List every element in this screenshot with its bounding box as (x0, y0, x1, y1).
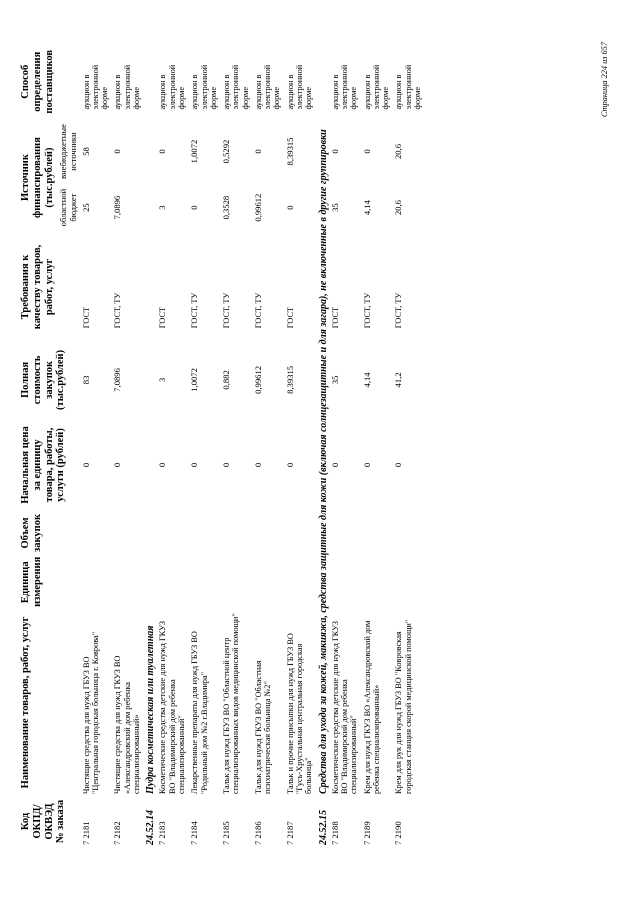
cell-funding-regional: 35 (329, 203, 340, 212)
cell-unit (221, 556, 253, 609)
group-row (317, 42, 330, 847)
cell-name: Тальк для нужд ГКУЗ ВО "Областная психиатрическая больница №2" (253, 660, 273, 794)
cell-funding-regional: 0,99612 (252, 193, 263, 222)
table-row (393, 42, 425, 847)
header-name: Наименование товаров, работ, услуг (20, 616, 31, 789)
cell-funding-external: 0 (252, 149, 263, 154)
table-row (81, 42, 113, 847)
cell-price: 0 (112, 462, 123, 468)
cell-requirements: ГОСТ (81, 306, 91, 329)
cell-name: Косметические средства детские для нужд ГКУЗ ВО "Владимирский дом ребенка специализированный" (158, 620, 186, 794)
header-code: Код ОКПД/ ОКВЭД № заказа (20, 799, 67, 844)
cell-funding-external: 0 (112, 149, 123, 154)
cell-price: 0 (329, 462, 340, 468)
cell-funding-regional: 20,6 (393, 200, 404, 216)
cell-code: 7 2185 (221, 821, 232, 845)
cell-name: Крем для нужд ГКУЗ ВО «Александровский дом ребенка специализированный» (362, 620, 381, 794)
cell-volume (81, 510, 113, 555)
procurement-table (18, 42, 425, 847)
table-row (112, 42, 144, 847)
cell-requirements: ГОСТ, ТУ (394, 292, 404, 329)
cell-unit (330, 556, 362, 609)
cell-funding-external: 20,6 (393, 143, 404, 160)
header-unit: Единица измерения (20, 556, 43, 607)
table-row (189, 42, 221, 847)
cell-total: 83 (80, 375, 91, 385)
cell-funding-external: 0 (329, 149, 340, 154)
cell-requirements: ГОСТ (285, 306, 295, 329)
cell-name: Тальк и прочие присыпки для нужд ГБУЗ ВО "Гусь-Хрустальная центральная городская больница" (285, 633, 314, 794)
cell-price: 0 (80, 462, 91, 468)
cell-price: 0 (157, 462, 168, 468)
group-code: 24.52.15 (317, 810, 329, 845)
cell-funding-regional: 3 (157, 205, 168, 210)
cell-method: аукцион в электронной форме (285, 64, 314, 110)
cell-method: аукцион в электронной форме (394, 64, 423, 110)
cell-code: 7 2190 (393, 821, 404, 845)
header-row (18, 42, 57, 847)
table-row (285, 42, 317, 847)
header-requirements: Требования к качеству товаров, работ, услуг (20, 244, 55, 330)
cell-code: 7 2181 (80, 821, 91, 845)
cell-unit (112, 556, 144, 609)
group-row (144, 42, 157, 847)
cell-price: 0 (189, 462, 200, 468)
cell-name: Чистящие средства для нужд ГКУЗ ВО «Александровский дом ребенка специализированный» (113, 655, 141, 794)
cell-requirements: ГОСТ, ТУ (190, 292, 200, 329)
cell-name: Чистящие средства для нужд ГБУЗ ВО "Центральная городская больница г. Коврова" (81, 631, 100, 794)
cell-funding-regional: 0 (284, 205, 295, 210)
table-row (362, 42, 394, 847)
cell-method: аукцион в электронной форме (330, 64, 359, 110)
cell-funding-external: 58 (80, 147, 91, 156)
cell-unit (157, 556, 189, 609)
cell-requirements: ГОСТ (330, 306, 340, 329)
cell-funding-regional: 7,0896 (112, 195, 123, 220)
cell-unit (81, 556, 113, 609)
cell-unit (362, 556, 394, 609)
table-row (221, 42, 253, 847)
cell-code: 7 2186 (252, 821, 263, 845)
cell-total: 7,0896 (112, 368, 123, 392)
cell-unit (189, 556, 221, 609)
cell-price: 0 (252, 462, 263, 468)
cell-requirements: ГОСТ, ТУ (253, 292, 263, 329)
cell-volume (221, 510, 253, 555)
cell-requirements: ГОСТ, ТУ (113, 292, 123, 329)
cell-requirements: ГОСТ (158, 306, 168, 329)
group-title: Пудра косметическая или туалетная (145, 625, 157, 794)
cell-volume (362, 510, 394, 555)
cell-method: аукцион в электронной форме (362, 64, 391, 110)
cell-volume (393, 510, 425, 555)
group-code: 24.52.14 (145, 810, 157, 845)
cell-price: 0 (284, 462, 295, 468)
cell-total: 0,882 (221, 370, 232, 390)
cell-price: 0 (361, 462, 372, 468)
cell-code: 7 2184 (189, 821, 200, 845)
cell-method: аукцион в электронной форме (222, 64, 250, 110)
cell-name: Тальк для нужд ГБУЗ ВО "Областной центр специализированных видов медицинской помощи" (222, 613, 241, 794)
cell-funding-regional: 4,14 (361, 200, 372, 216)
cell-code: 7 2187 (284, 821, 295, 845)
cell-volume (285, 510, 317, 555)
cell-funding-regional: 0 (189, 205, 200, 210)
cell-method: аукцион в электронной форме (253, 64, 282, 110)
cell-code: 7 2183 (157, 821, 168, 845)
header-volume: Объем закупок (20, 513, 43, 552)
cell-funding-external: 0 (157, 149, 168, 154)
cell-price: 0 (221, 462, 232, 468)
cell-total: 35 (329, 375, 340, 385)
cell-funding-external: 8,39315 (284, 137, 295, 166)
cell-funding-external: 0 (361, 149, 372, 154)
cell-total: 41,2 (393, 372, 404, 388)
cell-price: 0 (393, 462, 404, 468)
table-row (253, 42, 285, 847)
cell-volume (189, 510, 221, 555)
cell-funding-regional: 0,3528 (221, 195, 232, 220)
header-funding-regional: областной бюджет (58, 188, 78, 227)
cell-unit (253, 556, 285, 609)
cell-funding-regional: 25 (80, 203, 91, 212)
cell-name: Косметические средства детские для нужд ГКУЗ ВО "Владимирский дом ребенка специализированный" (330, 620, 359, 794)
cell-method: аукцион в электронной форме (113, 64, 141, 110)
table-body (81, 42, 426, 847)
header-funding-external: внебюджетные источники (58, 124, 78, 179)
cell-volume (330, 510, 362, 555)
cell-volume (253, 510, 285, 555)
cell-unit (393, 556, 425, 609)
cell-funding-external: 0,5292 (221, 139, 232, 164)
header-method: Способ определения поставщиков (20, 49, 55, 114)
cell-funding-external: 1,0072 (189, 139, 200, 164)
cell-total: 1,0072 (189, 368, 200, 392)
cell-total: 4,14 (361, 372, 372, 388)
cell-code: 7 2189 (361, 821, 372, 845)
cell-unit (285, 556, 317, 609)
table-row (157, 42, 189, 847)
header-total: Полная стоимость закупок (тыс.рублей) (20, 349, 67, 410)
header-price: Начальная цена за единицу товара, работы, услуги (рублей) (20, 426, 67, 504)
cell-total: 3 (157, 377, 168, 383)
table-row (330, 42, 362, 847)
cell-total: 8,39315 (284, 365, 295, 394)
header-funding: Источник финансирования (тыс.рублей) (20, 137, 55, 219)
page-number: Страница 224 из 657 (600, 42, 609, 118)
cell-volume (112, 510, 144, 555)
group-title: Средства для ухода за кожей, макияжа, средства защитные для кожи (включая солнцезащитные и для загара), не включенные в другие группировки (317, 129, 329, 794)
cell-method: аукцион в электронной форме (190, 64, 218, 110)
cell-requirements: ГОСТ, ТУ (222, 292, 232, 329)
cell-method: аукцион в электронной форме (81, 64, 110, 110)
cell-method: аукцион в электронной форме (158, 64, 186, 110)
cell-requirements: ГОСТ, ТУ (362, 292, 372, 329)
cell-name: Крем для рук для нужд ГБУЗ ВО "Ковровская городская станция скорой медицинской помощи" (394, 619, 413, 794)
cell-name: Лекарственные препараты для нужд ГБУЗ ВО "Родильный дом №2 г.Владимира" (190, 631, 209, 794)
cell-code: 7 2182 (112, 821, 123, 845)
cell-code: 7 2188 (329, 821, 340, 845)
cell-total: 0,99612 (252, 365, 263, 394)
cell-volume (157, 510, 189, 555)
